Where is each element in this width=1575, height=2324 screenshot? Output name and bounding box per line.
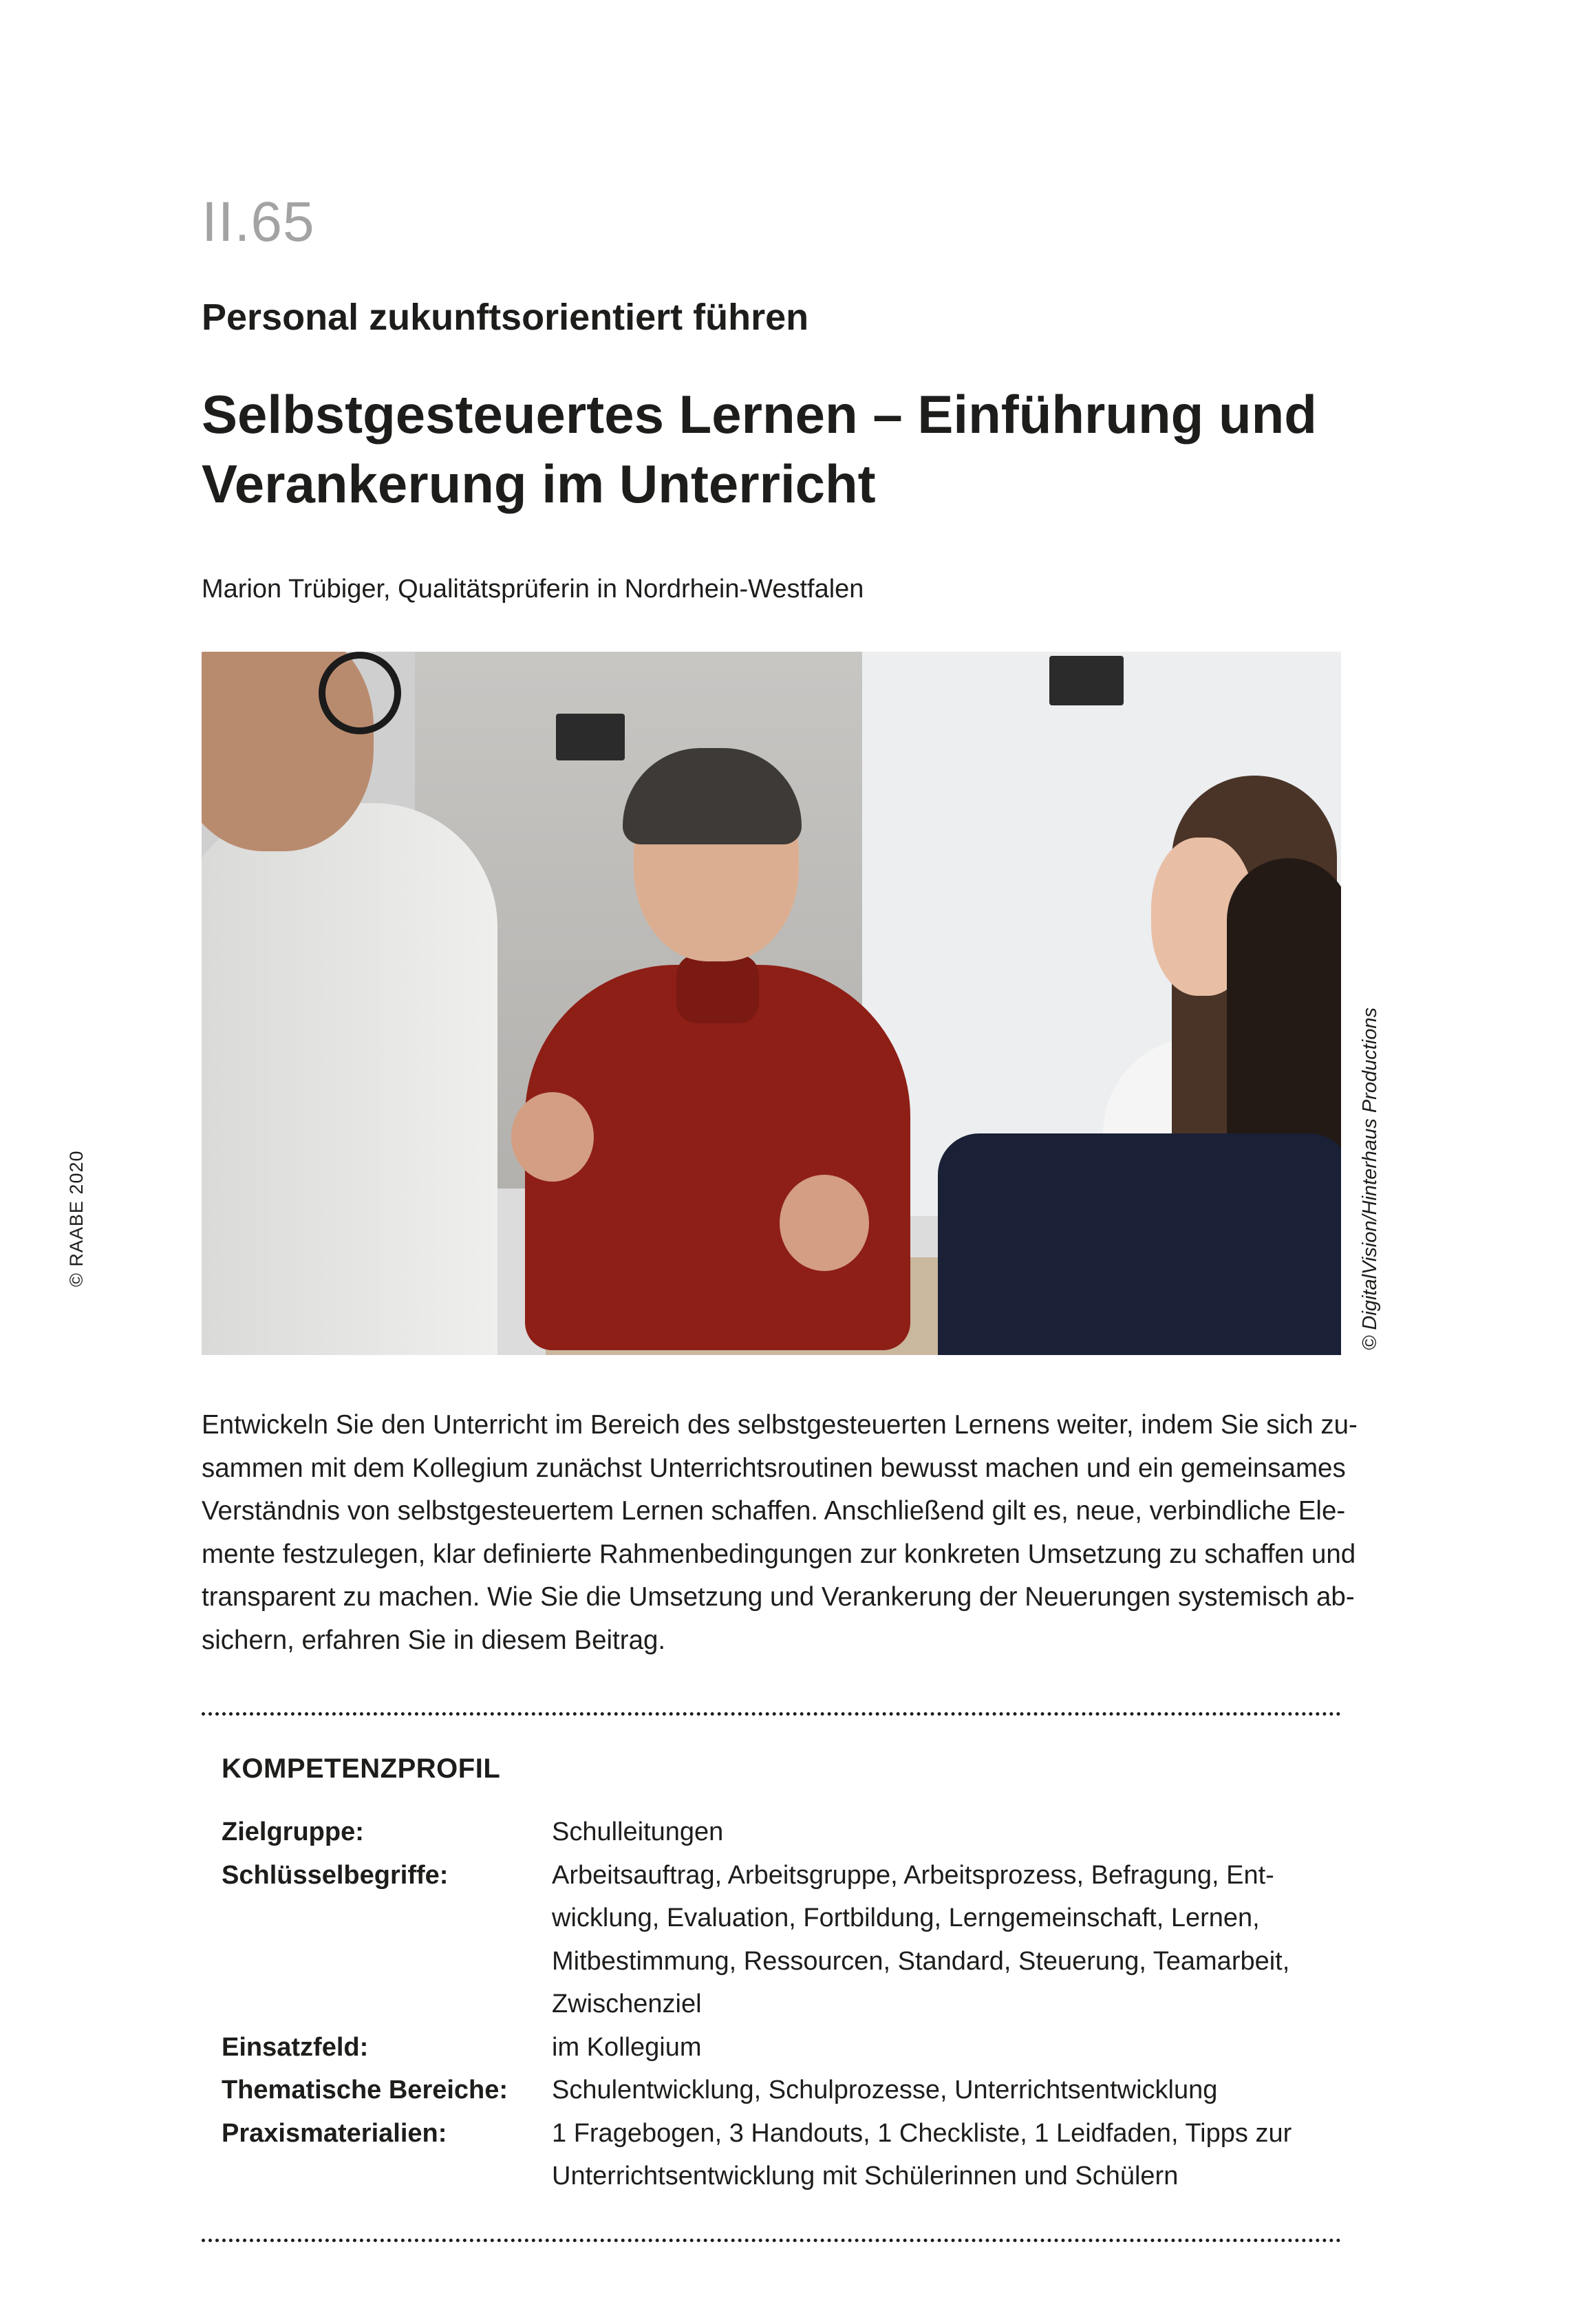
copyright-notice: © RAABE 2020 — [66, 1150, 87, 1287]
profile-value-line: Schulleitungen — [552, 1817, 724, 1846]
dotted-divider — [202, 2239, 1341, 2242]
author-line: Marion Trübiger, Qualitätsprüferin in Nordrhein-Westfalen — [202, 575, 864, 604]
page-title — [202, 380, 1371, 520]
photo-man-collar — [676, 955, 759, 1023]
photo-foreground-figure — [938, 1133, 1341, 1355]
photo-credit: © DigitalVision/Hinterhaus Productions — [1359, 1008, 1381, 1350]
profile-value-line: Schulentwicklung, Schulprozesse, Unterrichtsentwicklung — [552, 2076, 1218, 2104]
profile-value-line: Arbeitsauftrag, Arbeitsgruppe, Arbeitsprozess, Befragung, Ent- — [552, 1860, 1274, 1890]
profile-label: Schlüsselbegriffe: — [222, 1860, 449, 1890]
profile-value — [552, 1811, 1343, 1854]
profile-value-line: Unterrichtsentwicklung mit Schülerinnen und Schülern — [552, 2162, 1179, 2190]
photo-foreground-shirt — [202, 803, 497, 1355]
photo-speaker — [1049, 656, 1124, 705]
dotted-divider — [202, 1712, 1341, 1716]
profile-label: Thematische Bereiche: — [222, 2076, 508, 2104]
intro-line: sammen mit dem Kollegium zunächst Unterrichtsroutinen bewusst machen und ein gemeinsames — [202, 1453, 1346, 1483]
page-title-line: Selbstgesteuertes Lernen – Einführung und — [202, 384, 1317, 445]
intro-line: Verständnis von selbstgesteuertem Lernen schaffen. Anschließend gilt es, neue, verbindliche Ele- — [202, 1496, 1346, 1526]
photo-speaker — [556, 714, 625, 760]
series-title: Personal zukunftsorientiert führen — [202, 297, 809, 338]
intro-line: mente festzulegen, klar definierte Rahmenbedingungen zur konkreten Umsetzung zu schaffen und — [202, 1539, 1356, 1569]
photo-glasses — [319, 652, 401, 734]
profile-value-line: Mitbestimmung, Ressourcen, Standard, Steuerung, Teamarbeit, — [552, 1946, 1290, 1976]
profile-label: Zielgruppe: — [222, 1817, 364, 1846]
profile-value — [552, 2112, 1343, 2198]
profile-value — [552, 1854, 1343, 2026]
page-title-line: Verankerung im Unterricht — [202, 454, 876, 515]
profile-value-line: 1 Fragebogen, 3 Handouts, 1 Checkliste, 1 Leidfaden, Tipps zur — [552, 2118, 1292, 2148]
profile-label: Praxismaterialien: — [222, 2118, 447, 2148]
photo-man-hand — [511, 1092, 594, 1182]
profile-label: Einsatzfeld: — [222, 2032, 369, 2062]
intro-line: Entwickeln Sie den Unterricht im Bereich des selbstgesteuerten Lernens weiter, indem Sie sich zu- — [202, 1410, 1358, 1440]
intro-paragraph — [202, 1404, 1358, 1662]
profile-value-line: wicklung, Evaluation, Fortbildung, Lerngemeinschaft, Lernen, — [552, 1904, 1260, 1932]
cover-photo — [202, 652, 1341, 1355]
profile-value-line: im Kollegium — [552, 2032, 702, 2062]
profile-heading: KOMPETENZPROFIL — [222, 1753, 501, 1784]
intro-line: transparent zu machen. Wie Sie die Umsetzung und Verankerung der Neuerungen systemisch ab- — [202, 1582, 1355, 1612]
photo-man-hand — [780, 1175, 869, 1271]
profile-value — [552, 2026, 1343, 2069]
section-number: II.65 — [202, 191, 315, 253]
profile-value-line: Zwischenziel — [552, 1990, 702, 2018]
profile-value — [552, 2069, 1343, 2112]
intro-line: sichern, erfahren Sie in diesem Beitrag. — [202, 1625, 666, 1655]
